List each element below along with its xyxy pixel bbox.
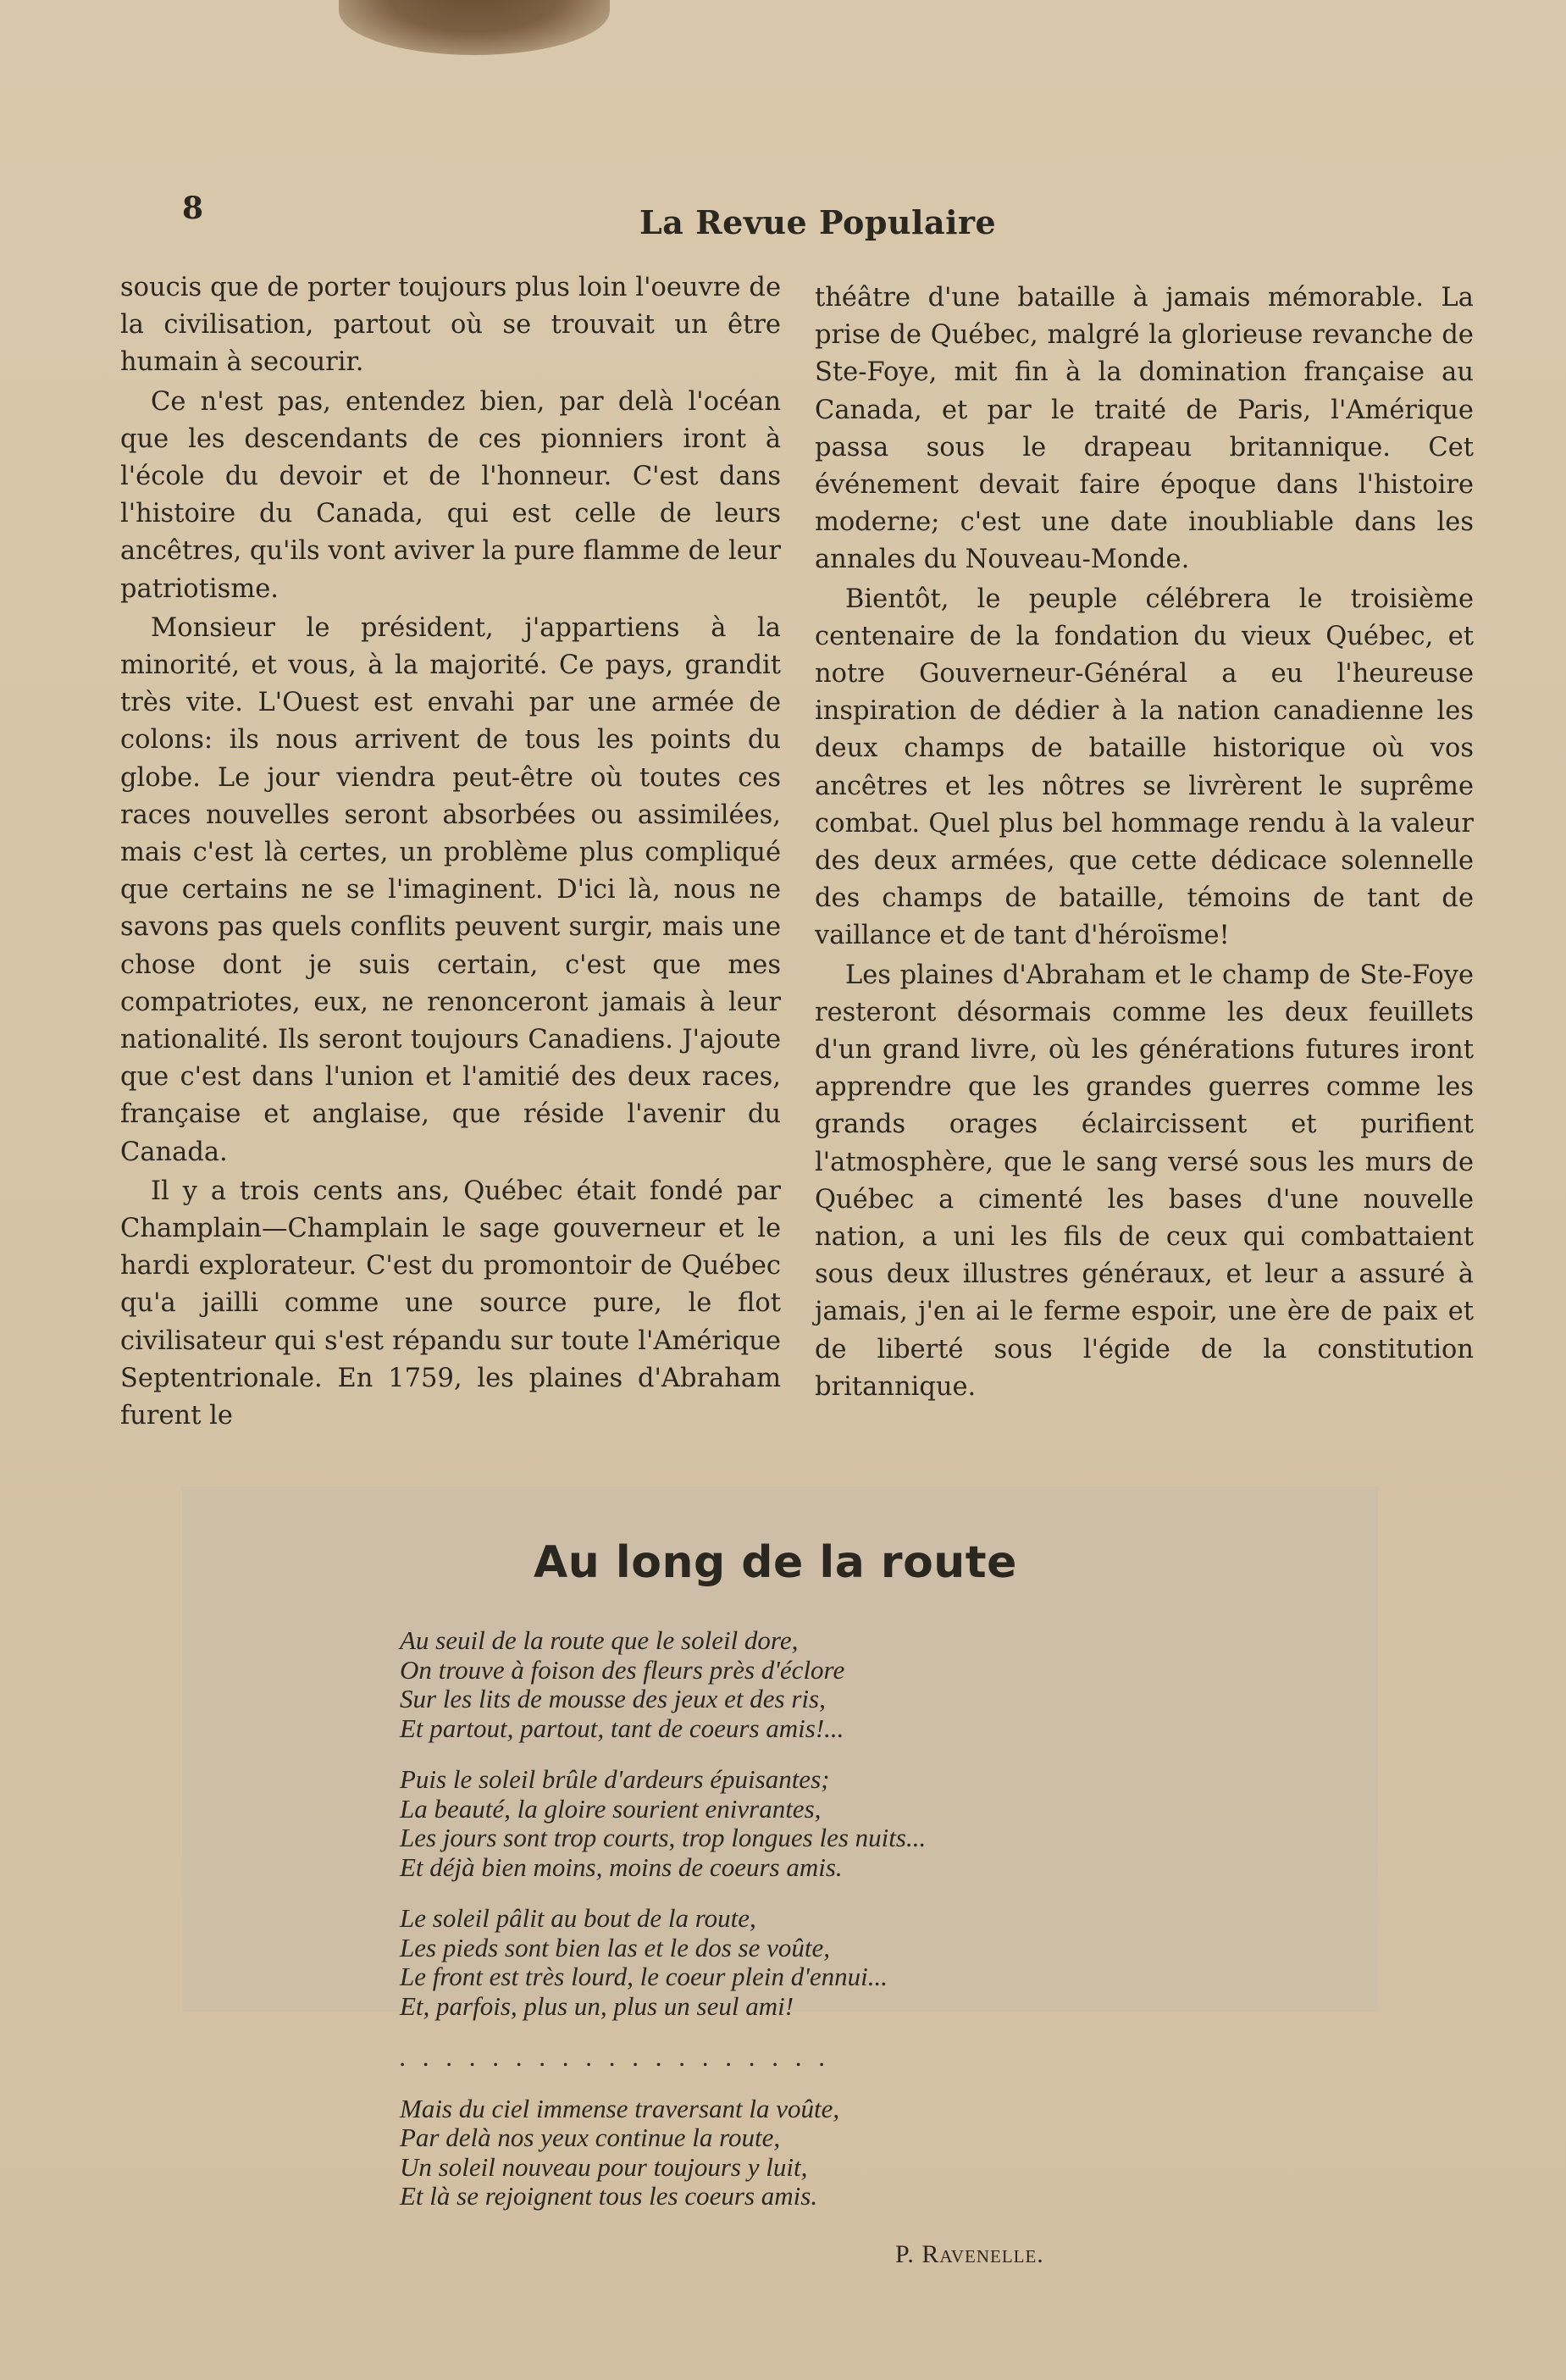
verse: Sur les lits de mousse des jeux et des ris, — [400, 1684, 826, 1713]
running-title: La Revue Populaire — [639, 203, 997, 241]
verse: Au seuil de la route que le soleil dore, — [400, 1625, 799, 1655]
verse: Le soleil pâlit au bout de la route, — [400, 1903, 756, 1933]
verse: Les pieds sont bien las et le dos se voûte, — [400, 1932, 830, 1962]
poem — [400, 1626, 1247, 2233]
verse: Et partout, partout, tant de coeurs amis!... — [400, 1713, 844, 1743]
stanza — [400, 1765, 1247, 1882]
paragraph: théâtre d'une bataille à jamais mémorable. La prise de Québec, malgré la glorieuse revanche de Ste-Foye, mit fin à la domination française au Canada, et par le traité de Paris, l'Amérique passa sous le drapeau britannique. Cet événement devait faire époque dans l'histoire moderne; c'est une date inoubliable dans les annales du Nouveau-Monde. — [815, 283, 1474, 575]
poem-title: Au long de la route — [534, 1537, 1017, 1588]
right-column — [815, 280, 1474, 1408]
verse: Mais du ciel immense traversant la voûte, — [400, 2093, 840, 2123]
verse: Et, parfois, plus un, plus un seul ami! — [400, 1990, 794, 2021]
left-column — [120, 269, 781, 1436]
paragraph: Les plaines d'Abraham et le champ de Ste-Foye resteront désormais comme les deux feuillets d'un grand livre, où les générations futures iront apprendre que les grandes guerres comme les grands orages éclaircissent et purifient l'atmosphère, que le sang versé sous les murs de Québec a cimenté les bases d'une nouvelle nation, a uni les fils de ceux qui combattaient sous deux illustres généraux, et leur a assuré à jamais, j'en ai le ferme espoir, une ère de paix et de liberté sous l'égide de la constitution britannique. — [815, 960, 1474, 1402]
verse: Le front est très lourd, le coeur plein d'ennui... — [400, 1962, 888, 1991]
stanza — [400, 1904, 1247, 2021]
verse: Puis le soleil brûle d'ardeurs épuisantes; — [400, 1764, 830, 1794]
verse: Les jours sont trop courts, trop longues les nuits... — [400, 1823, 927, 1852]
poem-author: P. Ravenelle. — [895, 2240, 1044, 2268]
verse: On trouve à foison des fleurs près d'éclore — [400, 1654, 845, 1685]
paragraph: soucis que de porter toujours plus loin l'oeuvre de la civilisation, partout où se trouvait un être humain à secourir. — [120, 273, 781, 378]
verse: Un soleil nouveau pour toujours y luit, — [400, 2151, 808, 2182]
stanza — [400, 2095, 1247, 2211]
verse: La beauté, la gloire sourient enivrantes, — [400, 1793, 822, 1824]
paragraph: Bientôt, le peuple célébrera le troisième centenaire de la fondation du vieux Québec, et notre Gouverneur-Général a eu l'heureuse inspiration de dédier à la nation canadienne les deux champs de bataille historique où vos ancêtres et les nôtres se livrèrent le suprême combat. Quel plus bel hommage rendu à la valeur des deux armées, que cette dédicace solennelle des champs de bataille, témoins de tant de vaillance et de tant d'héroïsme! — [815, 584, 1474, 951]
paragraph: Monsieur le président, j'appartiens à la minorité, et vous, à la majorité. Ce pays, grandit très vite. L'Ouest est envahi par une armée de colons: ils nous arrivent de tous les points du globe. Le jour viendra peut-être où toutes ces races nouvelles seront absorbées ou assimilées, mais c'est là certes, un problème plus compliqué que certains ne se l'imaginent. D'ici là, nous ne savons pas quels conflits peuvent surgir, mais une chose dont je suis certain, c'est que mes compatriotes, eux, ne renonceront jamais à leur nationalité. Ils seront toujours Canadiens. J'ajoute que c'est dans l'union et l'amitié des deux races, française et anglaise, que réside l'avenir du Canada. — [120, 612, 781, 1167]
paragraph: Ce n'est pas, entendez bien, par delà l'océan que les descendants de ces pionniers iront à l'école du devoir et de l'honneur. C'est dans l'histoire du Canada, qui est celle de leurs ancêtres, qu'ils vont aviver la pure flamme de leur patriotisme. — [120, 386, 781, 604]
paragraph: Il y a trois cents ans, Québec était fondé par Champlain—Champlain le sage gouverneur et le hardi explorateur. C'est du promontoir de Québec qu'a jailli comme une source pure, le flot civilisateur qui s'est répandu sur toute l'Amérique Septentrionale. En 1759, les plaines d'Abraham furent le — [120, 1176, 781, 1431]
stanza-separator — [400, 2043, 1247, 2073]
verse: Et déjà bien moins, moins de coeurs amis. — [400, 1851, 843, 1882]
page-number: 8 — [182, 191, 204, 226]
dotted-line: . . . . . . . . . . . . . . . . . . . — [400, 2042, 831, 2072]
verse: Et là se rejoignent tous les coeurs amis. — [400, 2181, 818, 2211]
ink-stain — [339, 0, 610, 55]
verse: Par delà nos yeux continue la route, — [400, 2123, 781, 2152]
stanza — [400, 1626, 1247, 1743]
